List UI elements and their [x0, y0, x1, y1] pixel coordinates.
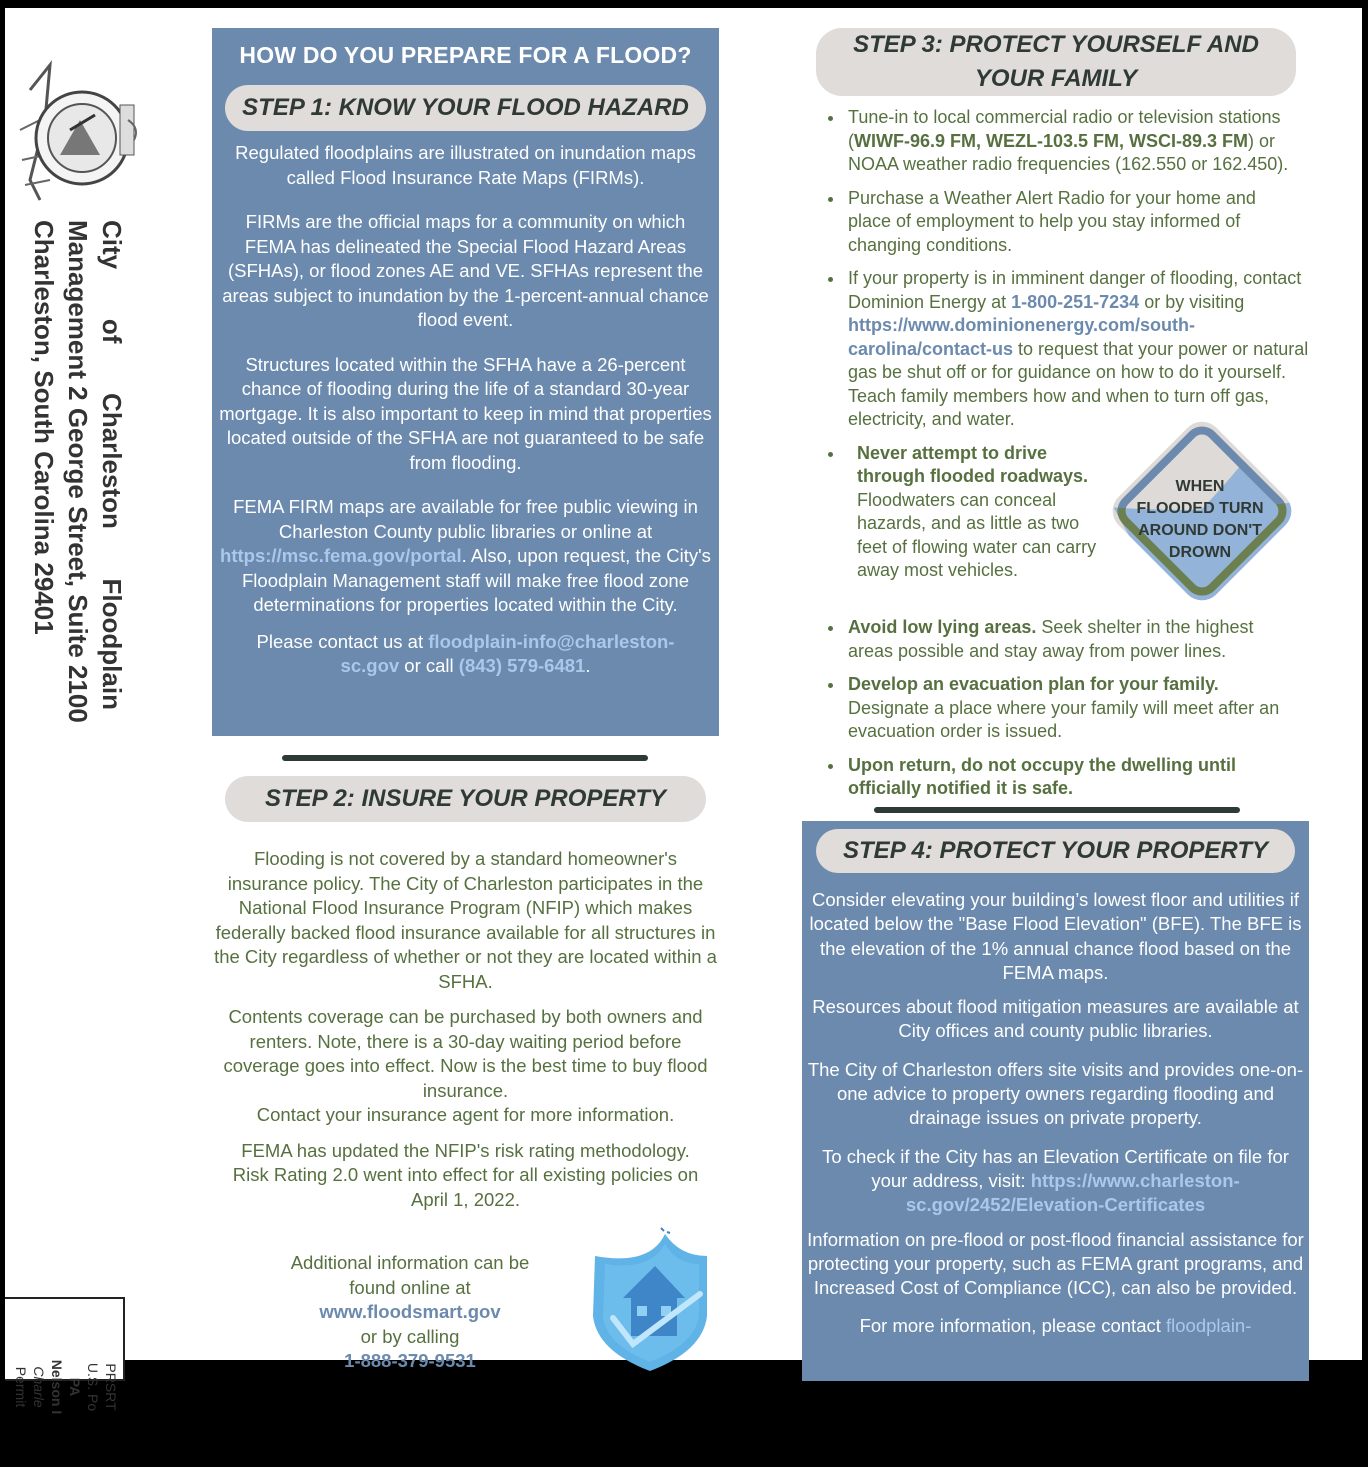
address-word: City [97, 220, 127, 270]
list-item [802, 754, 1322, 801]
floodsmart-link[interactable]: www.floodsmart.gov [319, 1301, 501, 1322]
step2-paragraph: Contents coverage can be purchased by both owners and renters. Note, there is a 30-day waiting period before coverage goes into effect. Now is the best time to buy flood insurance. [223, 1006, 708, 1101]
radio-stations: WIWF-96.9 FM, WEZL-103.5 FM, WSCI-89.3 FM [854, 130, 1249, 151]
address-word: Charleston [97, 393, 127, 529]
list-item [802, 106, 1322, 177]
main-title: HOW DO YOU PREPARE FOR A FLOOD? [239, 42, 692, 68]
list-item [802, 673, 1322, 744]
sign-text: WHEN [1175, 478, 1225, 495]
sign-text: FLOODED TURN [1136, 500, 1264, 517]
contact-paragraph [212, 630, 719, 679]
step4-paragraph: The City of Charleston offers site visits and provides one-on-one advice to property owners regarding flooding and drainage issues on private property. [807, 1058, 1304, 1129]
address-word: Floodplain [97, 578, 127, 710]
postage-indicia [5, 1297, 125, 1415]
text: FEMA FIRM maps are available for free public viewing in Charleston County public libraries or online at [233, 496, 698, 542]
step4-paragraph [802, 1145, 1309, 1218]
floodsmart-phone-link[interactable]: 1-888-379-9531 [344, 1350, 476, 1371]
step1-panel [212, 28, 719, 736]
step1-paragraph: Structures located within the SFHA have a 26-percent chance of flooding during the life of a standard 30-year mortgage. It is also important to keep in mind that properties located outside of the SFHA are not guaranteed to be safe from flooding. [219, 353, 712, 473]
text: ) or NOAA weather radio frequencies (162.550 or 162.450). [848, 130, 1289, 174]
house-shield-check-icon [585, 1226, 715, 1366]
text: . Also, upon request, the City's Floodplain Management staff will make free flood zone determinations for properties located within the City. [242, 545, 711, 615]
text: . [585, 655, 591, 676]
text: Seek shelter in the highest areas possible and stay away from power lines. [848, 617, 1254, 661]
text: or by visiting [1139, 291, 1245, 312]
list-item: Purchase a Weather Alert Radio for your home and place of employment to help you stay informed of changing conditions. [802, 187, 1322, 258]
indicia-line: U.S. Po [85, 1362, 101, 1412]
text: or by calling [360, 1325, 460, 1347]
text: Please contact us at [256, 630, 429, 652]
turn-around-dont-drown-sign [1097, 411, 1307, 611]
text: If your property is in imminent danger of flooding, contact Dominion Energy at [848, 268, 1302, 312]
city-seal-icon [10, 60, 150, 210]
dominion-web-link[interactable]: https://www.dominionenergy.com/south-carolina/contact-us [848, 315, 1195, 359]
dominion-phone-link[interactable]: 1-800-251-7234 [1011, 291, 1140, 312]
sign-text: DROWN [1168, 544, 1232, 561]
address-line-2: Management 2 George Street, Suite 2100 [63, 220, 93, 723]
text: to request that your power or natural gas be shut off or for guidance on how to do it yourself. Teach family members how and when to turn off gas, electricity, and water. [848, 338, 1309, 429]
heading-line: STEP 3: PROTECT YOURSELF AND [853, 31, 1259, 58]
step3-heading [816, 28, 1296, 96]
address-line-3: Charleston, South Carolina 29401 [29, 220, 59, 635]
text: Upon return, do not occupy the dwelling until officially notified it is safe. [848, 754, 1236, 798]
step4-paragraph: Information on pre-flood or post-flood financial assistance for protecting your property, such as FEMA grant programs, and Increased Cost of Compliance (ICC), can also be provided. [807, 1228, 1304, 1299]
list-item [802, 442, 1097, 583]
list-item [802, 267, 1322, 432]
sign-text: AROUND DON'T [1138, 522, 1262, 539]
text: Avoid low lying areas. [848, 617, 1037, 637]
step2-paragraph: Flooding is not covered by a standard homeowner's insurance policy. The City of Charleston participates in the National Flood Insurance Program (NFIP) which makes federally backed flood insurance available for all structures in the City regardless of whether or not they are located within a SFHA. [214, 848, 717, 992]
indicia-line: Permit [13, 1366, 29, 1408]
step4-paragraph: Consider elevating your building’s lowest floor and utilities if located below the "Base Flood Elevation" (BFE). The BFE is the elevation of the 1% annual chance flood based on the FEMA maps. [809, 889, 1302, 983]
indicia-line: Nelson I [49, 1359, 65, 1415]
text: Tune-in to local commercial radio or television stations ( [848, 107, 1281, 151]
section-divider [282, 755, 648, 761]
list-item [802, 616, 1322, 663]
text: Develop an evacuation plan for your family. [848, 674, 1219, 694]
heading-line: YOUR FAMILY [974, 65, 1138, 92]
step2-heading: STEP 2: INSURE YOUR PROPERTY [225, 776, 706, 822]
step4-paragraph [802, 1314, 1309, 1338]
brochure-page [5, 8, 1362, 1415]
text: found online at [349, 1276, 471, 1298]
email-link[interactable]: floodplain-info@charleston-sc.gov [340, 630, 675, 676]
indicia-line: PRSRT [103, 1363, 119, 1411]
step4-heading: STEP 4: PROTECT YOUR PROPERTY [816, 829, 1295, 873]
phone-link[interactable]: (843) 579-6481 [458, 655, 586, 676]
text: Never attempt to drive through flooded roadways. [857, 442, 1089, 486]
step2-paragraph: Contact your insurance agent for more information. [256, 1104, 675, 1125]
section-divider [874, 807, 1240, 813]
additional-info [235, 1251, 585, 1374]
text: Floodwaters can conceal hazards, and as little as two feet of flowing water can carry away most vehicles. [857, 489, 1097, 580]
text: For more information, please contact [859, 1315, 1167, 1337]
return-address [29, 220, 129, 723]
step1-heading: STEP 1: KNOW YOUR FLOOD HAZARD [225, 85, 706, 131]
indicia-line: PA [67, 1377, 83, 1397]
address-word: of [97, 318, 127, 344]
step2-paragraph: FEMA has updated the NFIP's risk rating methodology. Risk Rating 2.0 went into effect for all existing policies on April 1, 2022. [232, 1139, 699, 1210]
step1-paragraph [212, 495, 719, 618]
step1-paragraph: FIRMs are the official maps for a community on which FEMA has delineated the Special Flood Hazard Areas (SFHAs), or flood zones AE and VE. SFHAs represent the areas subject to inundation by the 1-percent-annual chance flood event. [222, 211, 709, 330]
text: Additional information can be [290, 1252, 530, 1273]
step4-panel [802, 821, 1309, 1381]
elevation-cert-link[interactable]: https://www.charleston-sc.gov/2452/Elevation-Certificates [905, 1169, 1240, 1216]
text: Designate a place where your family will meet after an evacuation order is issued. [848, 697, 1280, 741]
fema-portal-link[interactable]: https://msc.fema.gov/portal [220, 545, 462, 566]
text: or call [399, 655, 459, 676]
floodplain-email-link[interactable]: floodplain- [1166, 1315, 1252, 1337]
step2-section [212, 776, 719, 1212]
indicia-line: Charle [31, 1366, 47, 1408]
step3-list-continued [802, 616, 1322, 811]
step4-paragraph: Resources about flood mitigation measures are available at City offices and county public libraries. [812, 996, 1299, 1042]
step1-paragraph: Regulated floodplains are illustrated on inundation maps called Flood Insurance Rate Maps (FIRMs). [235, 142, 696, 188]
text: To check if the City has an Elevation Certificate on file for your address, visit: [822, 1145, 1289, 1191]
